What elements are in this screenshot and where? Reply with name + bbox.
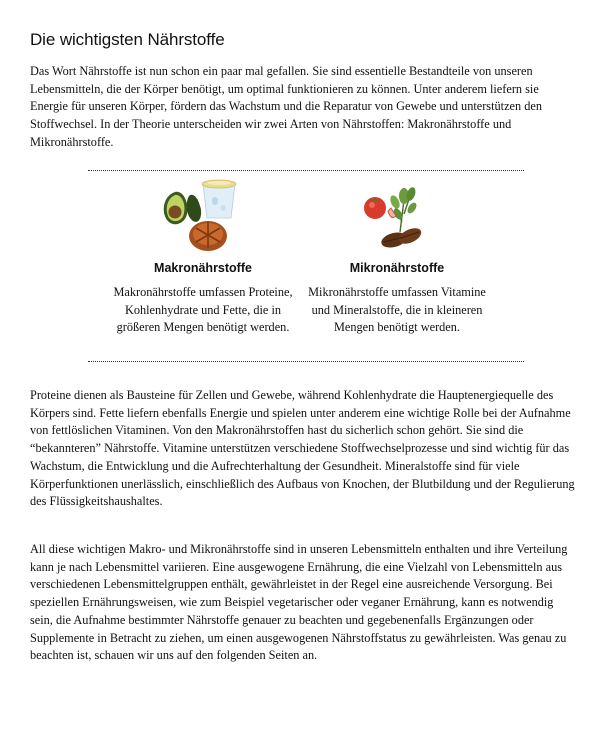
yogurt-icon [202, 180, 236, 218]
makro-description: Makronährstoffe umfassen Proteine, Kohlenhydrate und Fette, die in größeren Mengen benötigt werden. [113, 285, 293, 334]
tomato-herbs-nuts-icon [352, 178, 442, 252]
divider-bottom [88, 361, 524, 362]
body-paragraph-3: All diese wichtigen Makro- und Mikronährstoffe sind in unseren Lebensmitteln enthalten und ihre Verteilung kann je nach Lebensmittel variieren. Eine ausgewogene Ernährung, die eine Vielzahl von Lebensmitteln aus verschiedenen Lebensmittelgruppen enthält, gewährleistet in der Regel eine ausreichende Versorgung. Bei speziellen Ernährungsweisen, wie zum Beispiel vegetarischer oder veganer Ernährung, kann es notwendig sein, die Aufnahme bestimmter Nährstoffe genauer zu beachten und gegebenenfalls Ergänzungen oder Supplemente in Betracht zu ziehen, um einen ausgewogenen Nährstoffstatus zu gewährleisten. Was genau zu beachten ist, schauen wir uns auf den folgenden Seiten an. [30, 542, 568, 663]
mikro-heading: Mikronährstoffe [349, 261, 445, 275]
makro-column [108, 178, 298, 337]
body-paragraph-2: Proteine dienen als Bausteine für Zellen und Gewebe, während Kohlenhydrate die Hauptenergiequelle des Körpers sind. Fette liefern ebenfalls Energie und spielen unter anderem eine wichtige Rolle bei der Aufnahme von fettlöslichen Vitaminen. Von den Makronährstoffen hast du sicherlich schon gehört. Sie sind die “bekannteren” Nährstoffe. Vitamine unterstützen verschiedene Stoffwechselprozesse und sind wichtig für das Wachstum, die Entwicklung und die Aufrechterhaltung der Gesundheit. Mineralstoffe sind für viele Körperfunktionen unerlässlich, einschließlich des Aufbaus von Knochen, der Blutbildung und der Regulierung des Flüssigkeitshaushaltes. [30, 388, 575, 509]
mikro-column [302, 178, 492, 337]
mikro-description: Mikronährstoffe umfassen Vitamine und Mineralstoffe, die in kleineren Mengen benötigt werden. [308, 285, 486, 334]
intro-paragraph: Das Wort Nährstoffe ist nun schon ein paar mal gefallen. Sie sind essentielle Bestandteile von unseren Lebensmitteln, die der Körper benötigt, um optimal funktionieren zu können. Unter anderem liefern sie Energie für unseren Körper, fördern das Wachstum und die Reparatur von Gewebe und unterstützen den Stoffwechsel. In der Theorie unterscheiden wir zwei Arten von Nährstoffen: Makronährstoffe und Mikronährstoffe. [30, 64, 542, 149]
bread-icon [189, 221, 227, 251]
avocado-yogurt-bread-icon [158, 178, 248, 252]
avocado-icon [164, 192, 201, 224]
divider-top [88, 170, 524, 171]
makro-heading: Makronährstoffe [154, 261, 252, 275]
nuts-icon [380, 225, 424, 250]
page-title: Die wichtigsten Nährstoffe [30, 30, 225, 49]
herbs-icon [388, 186, 418, 232]
